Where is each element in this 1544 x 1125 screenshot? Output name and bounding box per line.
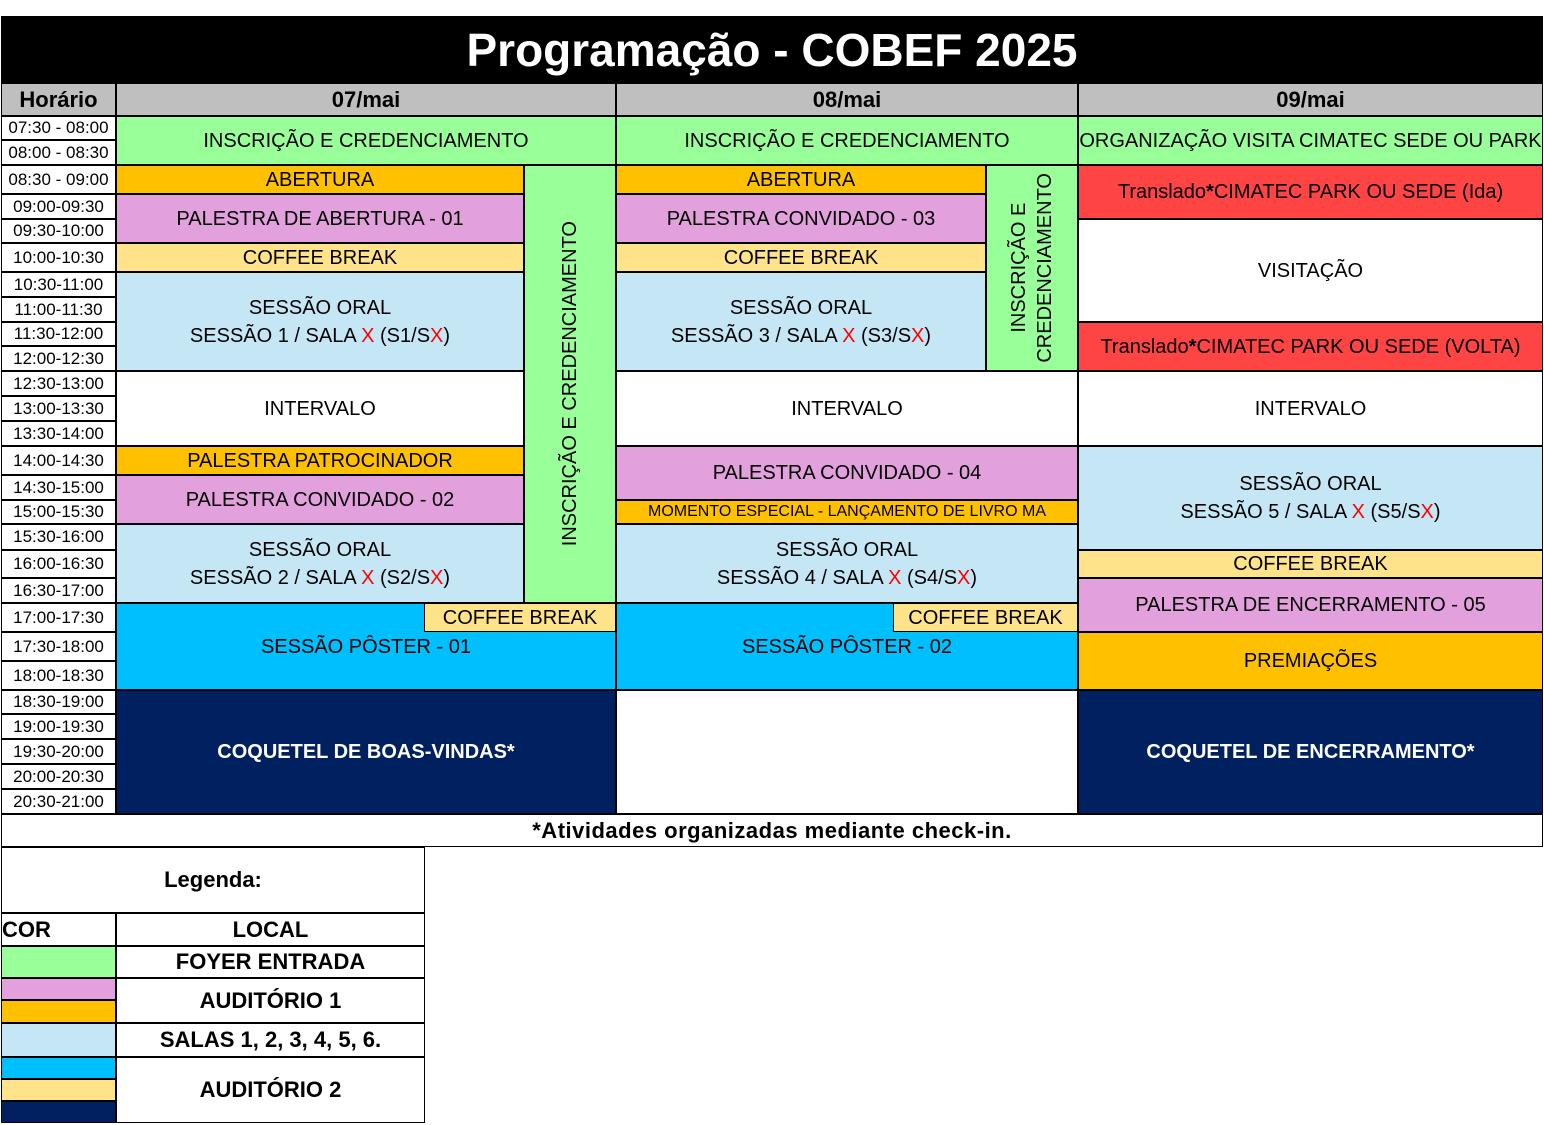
day3-awards: PREMIAÇÕES — [1078, 632, 1543, 690]
day1-oral-session-2 — [116, 524, 524, 603]
legend-swatch-aud1-orange — [1, 1000, 116, 1023]
time-slot: 16:00-16:30 — [1, 550, 116, 578]
time-slot: 18:00-18:30 — [1, 661, 116, 690]
day3-interval: INTERVALO — [1078, 371, 1543, 446]
time-slot: 12:30-13:00 — [1, 371, 116, 396]
day2-interval: INTERVALO — [616, 371, 1078, 446]
time-slot: 13:00-13:30 — [1, 396, 116, 421]
legend-foyer: FOYER ENTRADA — [116, 946, 425, 978]
legend-swatch-aud2-blue — [1, 1057, 116, 1079]
day3-transfer-in: Translado * CIMATEC PARK OU SEDE (Ida) — [1078, 165, 1543, 219]
day1-side-registration: INSCRIÇÃO E CREDENCIAMENTO — [524, 165, 616, 603]
time-slot: 13:30-14:00 — [1, 421, 116, 446]
day2-invited-talk-03: PALESTRA CONVIDADO - 03 — [616, 194, 986, 243]
oral-room: SESSÃO 3 / SALA X (S3/SX) — [670, 324, 932, 347]
time-slot: 09:00-09:30 — [1, 194, 116, 219]
day1-opening-keynote: PALESTRA DE ABERTURA - 01 — [116, 194, 524, 243]
legend-title: Legenda: — [1, 847, 425, 913]
time-slot: 20:30-21:00 — [1, 789, 116, 814]
day1-coffee-break: COFFEE BREAK — [116, 243, 524, 272]
header-day-2: 08/mai — [616, 83, 1078, 116]
day3-transfer-out: Translado * CIMATEC PARK OU SEDE (VOLTA) — [1078, 322, 1543, 371]
header-day-1: 07/mai — [116, 83, 616, 116]
legend-swatch-aud2-yellow — [1, 1079, 116, 1101]
time-slot: 20:00-20:30 — [1, 764, 116, 789]
day2-invited-talk-04: PALESTRA CONVIDADO - 04 — [616, 446, 1078, 500]
header-time: Horário — [1, 83, 116, 116]
side-registration-text: INSCRIÇÃO E CREDENCIAMENTO — [1008, 173, 1056, 363]
day1-welcome-cocktail: COQUETEL DE BOAS-VINDAS* — [116, 690, 616, 814]
day2-coffee-break: COFFEE BREAK — [616, 243, 986, 272]
time-slot: 15:00-15:30 — [1, 500, 116, 524]
check-in-note: *Atividades organizadas mediante check-in. — [1, 814, 1543, 847]
legend-swatch-salas — [1, 1023, 116, 1057]
time-slot: 19:30-20:00 — [1, 739, 116, 764]
time-slot: 12:00-12:30 — [1, 346, 116, 371]
time-slot: 19:00-19:30 — [1, 714, 116, 739]
time-slot: 08:30 - 09:00 — [1, 165, 116, 194]
oral-title: SESSÃO ORAL — [248, 538, 392, 561]
day2-registration: INSCRIÇÃO E CREDENCIAMENTO — [616, 116, 1078, 165]
day3-visit: VISITAÇÃO — [1078, 219, 1543, 322]
oral-title: SESSÃO ORAL — [1239, 473, 1382, 495]
legend-swatch-foyer — [1, 946, 116, 978]
legend-local-header: LOCAL — [116, 913, 425, 946]
time-slot: 08:00 - 08:30 — [1, 140, 116, 165]
day1-oral-session-1 — [116, 272, 524, 371]
day1-invited-talk-02: PALESTRA CONVIDADO - 02 — [116, 475, 524, 524]
legend-swatch-aud2-navy — [1, 1101, 116, 1123]
legend-color-header: COR — [1, 913, 116, 946]
time-slot: 18:30-19:00 — [1, 690, 116, 714]
oral-title: SESSÃO ORAL — [248, 296, 392, 319]
time-slot: 16:30-17:00 — [1, 578, 116, 603]
time-slot: 17:00-17:30 — [1, 603, 116, 632]
time-slot: 15:30-16:00 — [1, 524, 116, 550]
time-slot: 17:30-18:00 — [1, 632, 116, 661]
day3-oral-session-5 — [1078, 446, 1543, 550]
oral-room: SESSÃO 4 / SALA X (S4/SX) — [716, 566, 978, 589]
day2-opening: ABERTURA — [616, 165, 986, 194]
day1-interval: INTERVALO — [116, 371, 524, 446]
time-slot: 11:00-11:30 — [1, 297, 116, 322]
time-slot: 07:30 - 08:00 — [1, 116, 116, 140]
day2-oral-session-3 — [616, 272, 986, 371]
time-slot: 10:30-11:00 — [1, 272, 116, 297]
time-slot: 14:00-14:30 — [1, 446, 116, 475]
legend-swatch-aud1-pink — [1, 978, 116, 1000]
time-slot: 14:30-15:00 — [1, 475, 116, 500]
legend-auditorio-1: AUDITÓRIO 1 — [116, 978, 425, 1023]
page-title: Programação - COBEF 2025 — [1, 16, 1543, 83]
day3-closing-talk: PALESTRA DE ENCERRAMENTO - 05 — [1078, 578, 1543, 632]
day1-sponsor-talk: PALESTRA PATROCINADOR — [116, 446, 524, 475]
day2-coffee-break-2: COFFEE BREAK — [893, 603, 1078, 632]
day2-poster-session: SESSÃO PÔSTER - 02 — [616, 603, 1078, 690]
oral-room: SESSÃO 1 / SALA X (S1/SX) — [189, 324, 451, 347]
legend-auditorio-2: AUDITÓRIO 2 — [116, 1057, 425, 1123]
oral-title: SESSÃO ORAL — [775, 538, 919, 561]
header-day-3: 09/mai — [1078, 83, 1543, 116]
legend-salas: SALAS 1, 2, 3, 4, 5, 6. — [116, 1023, 425, 1057]
day1-coffee-break-2: COFFEE BREAK — [424, 603, 616, 632]
time-slot: 10:00-10:30 — [1, 243, 116, 272]
time-slot: 09:30-10:00 — [1, 219, 116, 243]
oral-title: SESSÃO ORAL — [729, 296, 873, 319]
day2-special-moment: MOMENTO ESPECIAL - LANÇAMENTO DE LIVRO MA — [616, 500, 1078, 524]
day3-closing-cocktail: COQUETEL DE ENCERRAMENTO* — [1078, 690, 1543, 814]
day1-registration: INSCRIÇÃO E CREDENCIAMENTO — [116, 116, 616, 165]
time-slot: 11:30-12:00 — [1, 322, 116, 346]
day1-opening: ABERTURA — [116, 165, 524, 194]
day3-visit-organization: ORGANIZAÇÃO VISITA CIMATEC SEDE OU PARK — [1078, 116, 1543, 165]
day1-poster-session: SESSÃO PÔSTER - 01 — [116, 603, 616, 690]
day2-oral-session-4 — [616, 524, 1078, 603]
oral-room: SESSÃO 5 / SALA X (S5/SX) — [1180, 501, 1441, 523]
day2-side-registration — [986, 165, 1078, 371]
day3-coffee-break: COFFEE BREAK — [1078, 550, 1543, 578]
day2-empty-evening — [616, 690, 1078, 814]
oral-room: SESSÃO 2 / SALA X (S2/SX) — [189, 566, 451, 589]
